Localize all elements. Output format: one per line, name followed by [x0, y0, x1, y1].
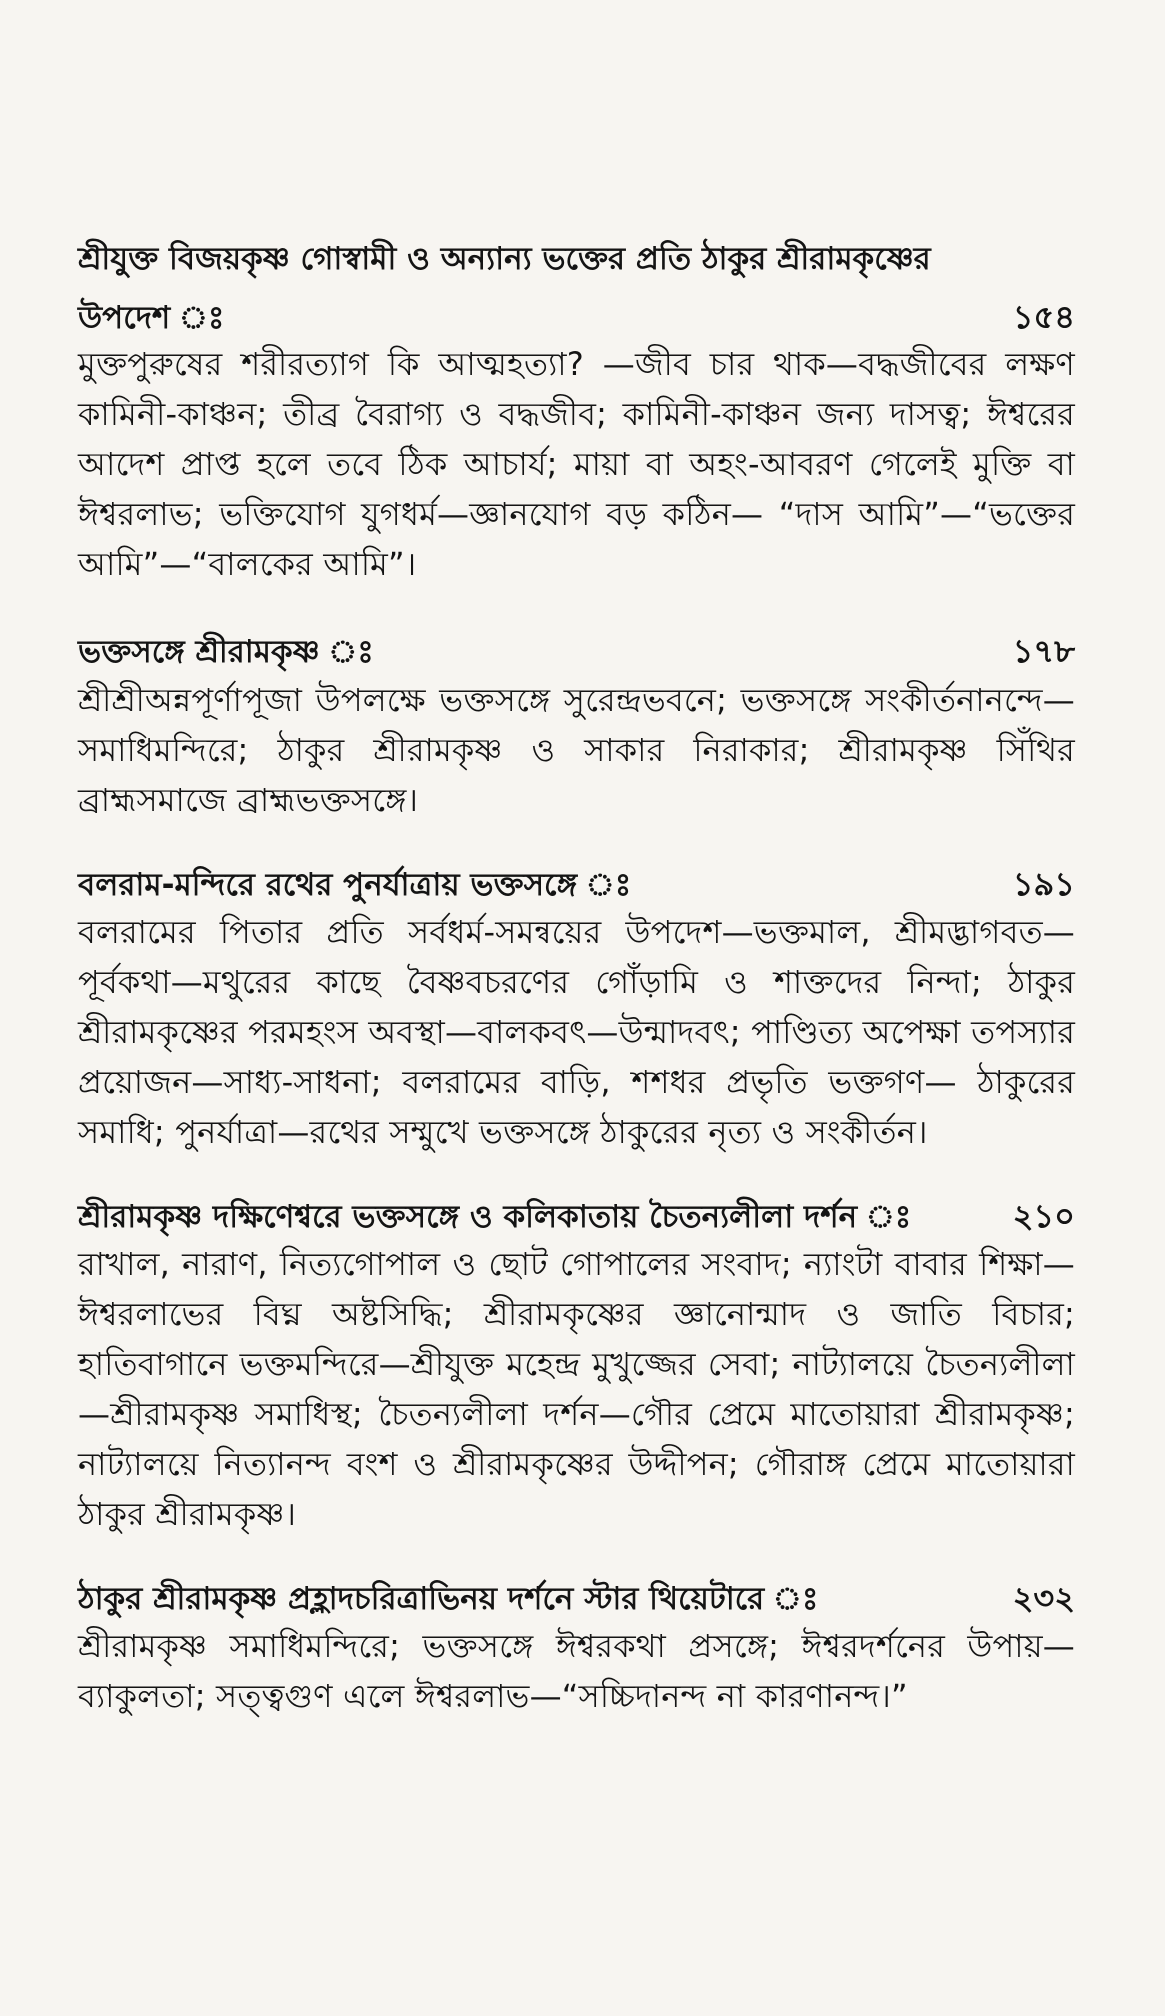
entry-summary: শ্রীশ্রীঅন্নপূর্ণাপূজা উপলক্ষে ভক্তসঙ্গে সুরেন্দ্রভবনে; ভক্তসঙ্গে সংকীর্তনানন্দে—সমাধিমন্দিরে; ঠাকুর শ্রীরামকৃষ্ণ ও সাকার নিরাকার; শ্রীরামকৃষ্ণ সিঁথির ব্রাহ্মসমাজে ব্রাহ্মভক্তসঙ্গে। [78, 680, 1075, 819]
contents-entry [78, 1192, 1075, 1540]
entry-title: ভক্তসঙ্গে শ্রীরামকৃষ্ণ ঃ [78, 634, 374, 671]
entry-page-number: ১৫৪ [1012, 297, 1075, 336]
entry-summary: শ্রীরামকৃষ্ণ সমাধিমন্দিরে; ভক্তসঙ্গে ঈশ্বরকথা প্রসঙ্গে; ঈশ্বরদর্শনের উপায়— ব্যাকুলতা; সত্ত্বগুণ এলে ঈশ্বরলাভ—“সচ্চিদানন্দ না কারণানন্দ।” [78, 1627, 1075, 1716]
entry-heading [78, 860, 1075, 909]
entry-summary: রাখাল, নারাণ, নিত্যগোপাল ও ছোট গোপালের সংবাদ; ন্যাংটা বাবার শিক্ষা—ঈশ্বরলাভের বিঘ্ন অষ্টসিদ্ধি; শ্রীরামকৃষ্ণের জ্ঞানোন্মাদ ও জাতি বিচার; হাতিবাগানে ভক্তমন্দিরে—শ্রীযুক্ত মহেন্দ্র মুখুজ্জের সেবা; নাট্যালয়ে চৈতন্যলীলা—শ্রীরামকৃষ্ণ সমাধিস্থ; চৈতন্যলীলা দর্শন—গৌর প্রেমে মাতোয়ারা শ্রীরামকৃষ্ণ; নাট্যালয়ে নিত্যানন্দ বংশ ও শ্রীরামকৃষ্ণের উদ্দীপন; গৌরাঙ্গ প্রেমে মাতোয়ারা ঠাকুর শ্রীরামকৃষ্ণ। [78, 1245, 1075, 1533]
entry-page-number: ২৩২ [1012, 1578, 1075, 1617]
entry-title: ঠাকুর শ্রীরামকৃষ্ণ প্রহ্লাদচরিত্রাভিনয় দর্শনে স্টার থিয়েটারে ঃ [78, 1580, 819, 1617]
contents-entry [78, 1574, 1075, 1722]
contents-entry [78, 236, 1075, 589]
entry-heading [78, 1574, 1075, 1623]
contents-entry [78, 627, 1075, 825]
entry-page-number: ২১০ [1012, 1196, 1075, 1235]
contents-entry [78, 860, 1075, 1158]
entry-title-continuation: উপদেশ ঃ [78, 299, 225, 336]
entry-title: শ্রীরামকৃষ্ণ দক্ষিণেশ্বরে ভক্তসঙ্গে ও কলিকাতায় চৈতন্যলীলা দর্শন ঃ [78, 1198, 912, 1235]
entry-heading [78, 627, 1075, 676]
entry-title: শ্রীযুক্ত বিজয়কৃষ্ণ গোস্বামী ও অন্যান্য ভক্তের প্রতি ঠাকুর শ্রীরামকৃষ্ণের [78, 241, 931, 277]
entry-summary: বলরামের পিতার প্রতি সর্বধর্ম-সমন্বয়ের উপদেশ—ভক্তমাল, শ্রীমদ্ভাগবত— পূর্বকথা—মথুরের কাছে বৈষ্ণবচরণের গোঁড়ামি ও শাক্তদের নিন্দা; ঠাকুর শ্রীরামকৃষ্ণের পরমহংস অবস্থা—বালকবৎ—উন্মাদবৎ; পাণ্ডিত্য অপেক্ষা তপস্যার প্রয়োজন—সাধ্য-সাধনা; বলরামের বাড়ি, শশধর প্রভৃতি ভক্তগণ— ঠাকুরের সমাধি; পুনর্যাত্রা—রথের সম্মুখে ভক্তসঙ্গে ঠাকুরের নৃত্য ও সংকীর্তন। [78, 913, 1075, 1151]
entry-title: বলরাম-মন্দিরে রথের পুনর্যাত্রায় ভক্তসঙ্গে ঃ [78, 866, 632, 903]
entry-page-number: ১৭৮ [1012, 632, 1075, 671]
entry-summary: মুক্তপুরুষের শরীরত্যাগ কি আত্মহত্যা? —জীব চার থাক—বদ্ধজীবের লক্ষণ কামিনী-কাঞ্চন; তীব্র বৈরাগ্য ও বদ্ধজীব; কামিনী-কাঞ্চন জন্য দাসত্ব; ঈশ্বরের আদেশ প্রাপ্ত হলে তবে ঠিক আচার্য; মায়া বা অহং-আবরণ গেলেই মুক্তি বা ঈশ্বরলাভ; ভক্তিযোগ যুগধর্ম—জ্ঞানযোগ বড় কঠিন— “দাস আমি”—“ভক্তের আমি”—“বালকের আমি”। [78, 344, 1075, 583]
entry-page-number: ১৯১ [1012, 864, 1075, 903]
entry-heading [78, 1192, 1075, 1241]
